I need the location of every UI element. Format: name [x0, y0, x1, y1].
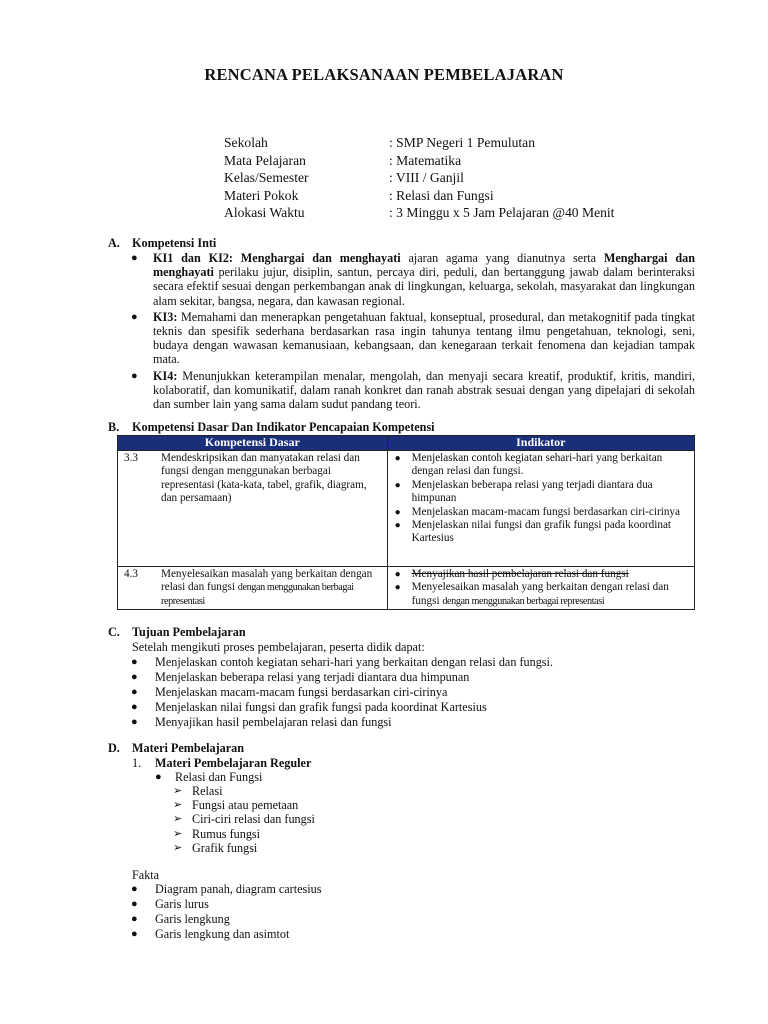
section-a-heading [108, 236, 216, 250]
fakta-label: Fakta [132, 868, 160, 882]
list-item [131, 715, 553, 730]
subsection-number: 1. [132, 756, 142, 770]
list-item [173, 784, 315, 798]
list-item [131, 655, 553, 670]
section-title: Kompetensi Inti [132, 236, 217, 250]
ki-text: Memahami dan menerapkan pengetahuan faktual, konseptual, prosedural, dan metakognitif pada tingkat teknis dan spesifik sederhana berdasarkan rasa ingin tahunya tentang ilmu pengetahuan, teknologi, seni, budaya dengan wawasan kemanusiaan, kebangsaan, dan kenegaraan terkait fenomena dan kejadian tampak mata. [153, 309, 695, 367]
table-header-kd: Kompetensi Dasar [118, 436, 388, 451]
list-item [131, 882, 322, 897]
arrow-bullet-icon: ➢ [173, 785, 183, 797]
topic-list [155, 770, 263, 785]
bullet-icon: ● [131, 716, 138, 728]
document-title: RENCANA PELAKSANAAN PEMBELAJARAN [204, 65, 564, 84]
section-letter: D. [108, 741, 120, 755]
kd-text: Menyelesaikan masalah yang berkaitan dengan relasi dan fungsi [161, 568, 373, 594]
ki-lead-2: Menghargai dan menghayati [153, 251, 695, 280]
ki-text: Menunjukkan keterampilan menalar, mengolah, dan menyaji secara kreatif, produktif, kritis, mandiri, kolaboratif, dan komunikatif, dalam ranah konkret dan ranah abstrak sesuai dengan yang dipelajari di sekolah dan sumber lain yang sama dalam sudut pandang teori. [153, 368, 695, 412]
table-cell-indikator [387, 451, 694, 567]
bullet-icon: ● [131, 686, 138, 698]
arrow-bullet-icon: ➢ [173, 799, 183, 812]
info-value-mapel: : Matematika [389, 152, 462, 168]
section-d-heading [108, 741, 244, 755]
bullet-icon: ● [394, 479, 401, 491]
list-item [173, 798, 315, 813]
subtopic-text: Relasi [192, 784, 223, 798]
ki-list [131, 251, 695, 413]
bullet-icon: ● [394, 582, 401, 594]
ki-lead: KI3: [153, 309, 178, 324]
list-item-text: Menjelaskan contoh kegiatan sehari-hari yang berkaitan dengan relasi dan fungsi. [155, 655, 553, 669]
indicator-item [394, 581, 688, 608]
topic-text: Relasi dan Fungsi [175, 770, 263, 784]
bullet-icon: ● [394, 506, 401, 518]
indicator-text: Menjelaskan beberapa relasi yang terjadi diantara dua himpunan [411, 478, 653, 505]
bullet-icon: ● [131, 898, 138, 910]
info-label-materi: Materi Pokok [224, 187, 299, 203]
list-item-text: Menjelaskan nilai fungsi dan grafik fungsi pada koordinat Kartesius [155, 700, 487, 714]
list-item [131, 670, 553, 685]
bullet-icon: ● [131, 913, 138, 925]
table-row [118, 451, 695, 567]
section-letter: B. [108, 420, 120, 434]
info-label-kelas: Kelas/Semester [224, 170, 309, 185]
section-title: Tujuan Pembelajaran [132, 625, 246, 639]
table-cell-kd [118, 451, 388, 567]
subtopic-text: Grafik fungsi [192, 840, 258, 855]
list-item [131, 912, 322, 927]
kd-text-condensed: dengan menggunakan berbagai representasi [161, 582, 354, 607]
ki-lead: KI1 dan KI2: Menghargai dan menghayati [153, 251, 401, 265]
list-item-text: Diagram panah, diagram cartesius [155, 882, 322, 896]
indicator-item [394, 478, 688, 506]
list-item-text: Garis lurus [155, 897, 209, 911]
table-cell-indikator [387, 567, 694, 610]
bullet-icon: ● [131, 369, 138, 382]
kd-text: Mendeskripsikan dan manyatakan relasi dan fungsi dengan menggunakan berbagai representasi (kata-kata, tabel, grafik, diagram, dan persamaan) [161, 452, 367, 505]
bullet-icon: ● [131, 883, 138, 895]
arrow-bullet-icon: ➢ [173, 813, 183, 826]
indicator-text: Menjelaskan contoh kegiatan sehari-hari yang berkaitan dengan relasi dan fungsi. [411, 452, 663, 478]
section-title: Kompetensi Dasar Dan Indikator Pencapaian Kompetensi [132, 420, 435, 434]
list-item [173, 826, 315, 841]
bullet-icon: ● [131, 656, 138, 668]
info-value-kelas: : VIII / Ganjil [389, 170, 464, 185]
ki-text-2: perilaku jujur, disiplin, santun, percaya diri, peduli, dan bertanggung jawab dalam berinteraksi secara efektif sesuai dengan perkembangan anak di lingkungan, keluarga, sekolah, masyarakat dan lingkungan alam sekitar, bangsa, negara, dan kawasan regional. [153, 265, 695, 308]
indicator-item [394, 568, 688, 581]
list-item-text: Menjelaskan beberapa relasi yang terjadi diantara dua himpunan [155, 670, 470, 684]
subtopic-text: Fungsi atau pemetaan [192, 798, 299, 813]
list-item-text: Menyajikan hasil pembelajaran relasi dan fungsi [155, 715, 392, 729]
subtopic-text: Ciri-ciri relasi dan fungsi [192, 812, 315, 827]
section-letter: C. [108, 625, 120, 639]
ki-item [131, 309, 695, 367]
list-item-text: Menjelaskan macam-macam fungsi berdasarkan ciri-cirinya [155, 685, 448, 699]
indicator-text-condensed: dengan menggunakan berbagai representasi [442, 595, 605, 607]
table-cell-kd [118, 567, 388, 610]
bullet-icon: ● [131, 928, 138, 940]
list-item [173, 840, 315, 855]
section-b-heading [108, 420, 435, 434]
ki-text: ajaran agama yang dianutnya serta [400, 251, 604, 265]
subtopic-list [173, 784, 315, 855]
list-item [173, 812, 315, 827]
info-value-alokasi: : 3 Minggu x 5 Jam Pelajaran @40 Menit [389, 205, 615, 220]
table-header-indikator: Indikator [387, 436, 694, 451]
arrow-bullet-icon: ➢ [173, 827, 183, 840]
list-item-text: Garis lengkung [155, 912, 230, 926]
indicator-item [394, 519, 688, 546]
info-label-mapel: Mata Pelajaran [224, 152, 306, 168]
list-item [131, 685, 553, 700]
tujuan-list [131, 655, 553, 730]
arrow-bullet-icon: ➢ [173, 841, 183, 854]
kd-number: 4.3 [124, 568, 138, 580]
list-item [131, 927, 322, 942]
kd-indikator-table [117, 435, 695, 610]
ki-lead: KI4: [153, 368, 178, 383]
info-label-sekolah: Sekolah [224, 135, 268, 150]
bullet-icon: ● [131, 671, 138, 683]
bullet-icon: ● [131, 252, 138, 264]
ki-item [131, 368, 695, 412]
section-c-intro: Setelah mengikuti proses pembelajaran, peserta didik dapat: [132, 640, 425, 654]
bullet-icon: ● [394, 520, 401, 532]
bullet-icon: ● [394, 569, 401, 580]
kd-number: 3.3 [124, 452, 138, 464]
section-title: Materi Pembelajaran [132, 741, 245, 755]
indicator-item [394, 452, 688, 479]
ki-item [131, 251, 695, 308]
subsection-title: Materi Pembelajaran Reguler [155, 756, 312, 770]
info-value-materi: : Relasi dan Fungsi [389, 187, 494, 203]
list-item [131, 700, 553, 715]
list-item [131, 897, 322, 912]
section-letter: A. [108, 236, 120, 250]
fakta-list [131, 882, 322, 942]
indicator-text: Menjelaskan macam-macam fungsi berdasarkan ciri-cirinya [411, 505, 680, 518]
indicator-text: Menyelesaikan masalah yang berkaitan dengan relasi dan fungsi [411, 581, 669, 607]
info-label-alokasi: Alokasi Waktu [224, 205, 305, 220]
table-header-row [118, 436, 695, 451]
indicator-text: Menyajikan hasil pembelajaran relasi dan fungsi [411, 568, 629, 580]
subsection-heading [132, 756, 311, 770]
bullet-icon: ● [155, 771, 162, 783]
info-value-sekolah: : SMP Negeri 1 Pemulutan [389, 135, 535, 150]
list-item [155, 770, 263, 785]
indicator-text: Menjelaskan nilai fungsi dan grafik fungsi pada koordinat Kartesius [411, 519, 672, 545]
bullet-icon: ● [394, 453, 401, 464]
bullet-icon: ● [131, 310, 138, 323]
bullet-icon: ● [131, 701, 138, 713]
list-item-text: Garis lengkung dan asimtot [155, 927, 290, 941]
table-row [118, 567, 695, 610]
section-c-heading [108, 625, 246, 639]
subtopic-text: Rumus fungsi [192, 826, 261, 841]
indicator-item [394, 505, 688, 519]
